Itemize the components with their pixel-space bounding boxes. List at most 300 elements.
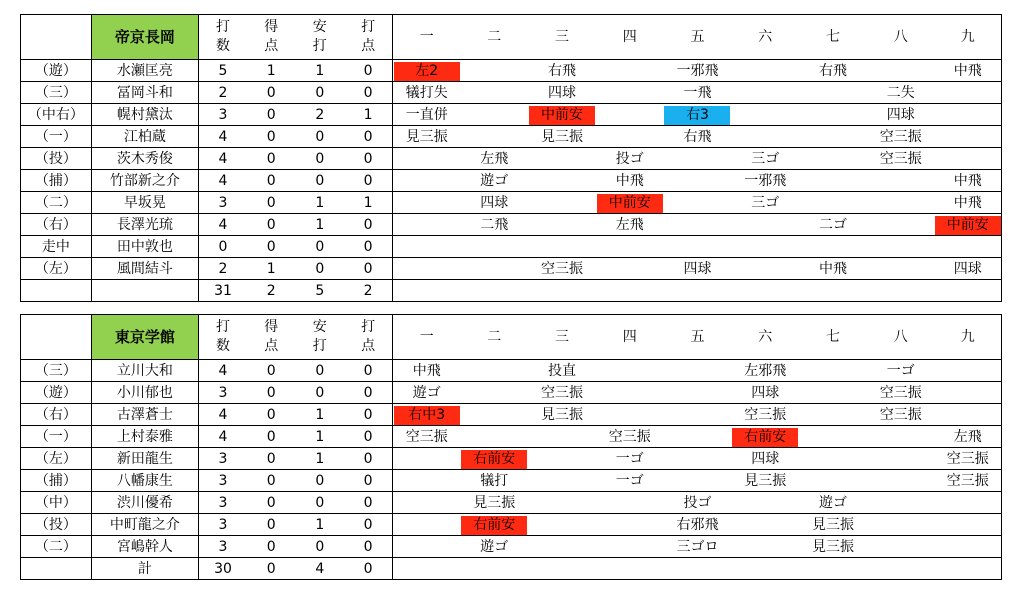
team1-boxscore xyxy=(20,14,1002,302)
inning-result xyxy=(460,192,528,214)
inning-result xyxy=(664,126,732,148)
inning-result xyxy=(528,426,596,448)
header-blank xyxy=(21,15,92,60)
inning-result xyxy=(528,126,596,148)
stat-r: 0 xyxy=(247,448,296,470)
player-row xyxy=(21,426,1002,448)
at-bat-result: 投直 xyxy=(547,362,576,379)
inning-result xyxy=(596,170,664,192)
at-bat-result: 中飛 xyxy=(412,362,441,379)
inning-result xyxy=(393,382,461,404)
inning-result xyxy=(867,148,935,170)
inning-result xyxy=(664,514,732,536)
player-row xyxy=(21,60,1002,82)
at-bat-result: 三ゴロ xyxy=(676,538,719,555)
inning-result xyxy=(393,536,461,558)
inning-result xyxy=(867,126,935,148)
total-rbi: 2 xyxy=(344,280,393,302)
at-bat-result: 見三振 xyxy=(540,128,583,145)
stat-h: 0 xyxy=(296,382,345,404)
hit-result-highlight: 中前安 xyxy=(529,106,595,125)
at-bat-result: 右飛 xyxy=(818,62,847,79)
inning-result xyxy=(867,192,935,214)
inning-result xyxy=(528,104,596,126)
at-bat-result: 三ゴ xyxy=(751,194,780,211)
inning-result xyxy=(528,360,596,382)
player-name: 古澤蒼士 xyxy=(91,404,198,426)
stat-ab: 3 xyxy=(198,192,247,214)
at-bat-result: 空三振 xyxy=(946,450,989,467)
inning-result xyxy=(664,492,732,514)
inning-result xyxy=(596,126,664,148)
inning-result xyxy=(528,170,596,192)
player-position: （投） xyxy=(21,514,92,536)
inning-result xyxy=(799,426,867,448)
hit-result-highlight: 右前安 xyxy=(732,428,798,447)
inning-result xyxy=(393,426,461,448)
inning-result xyxy=(799,236,867,258)
hit-result-highlight: 右3 xyxy=(664,106,730,125)
at-bat-result: 遊ゴ xyxy=(480,172,509,189)
player-name: 茨木秀俊 xyxy=(91,148,198,170)
stat-r: 0 xyxy=(247,192,296,214)
player-position: （右） xyxy=(21,214,92,236)
inning-result xyxy=(867,104,935,126)
inning-result xyxy=(664,360,732,382)
player-name: 水瀬匡亮 xyxy=(91,60,198,82)
at-bat-result: 四球 xyxy=(886,106,915,123)
header-blank xyxy=(21,315,92,360)
inning-result xyxy=(731,514,799,536)
inning-result xyxy=(596,60,664,82)
inning-result xyxy=(731,258,799,280)
stat-h: 0 xyxy=(296,470,345,492)
inning-result xyxy=(664,536,732,558)
inning-result xyxy=(935,104,1002,126)
inning-result xyxy=(731,536,799,558)
player-position: （遊） xyxy=(21,60,92,82)
player-position: （中） xyxy=(21,492,92,514)
inning-result xyxy=(460,492,528,514)
player-row xyxy=(21,382,1002,404)
inning-result xyxy=(664,382,732,404)
stat-header-line2: 打 xyxy=(312,338,327,354)
inning-result xyxy=(393,148,461,170)
stat-h: 2 xyxy=(296,104,345,126)
at-bat-result: 空三振 xyxy=(879,406,922,423)
inning-result xyxy=(460,60,528,82)
at-bat-result: 中飛 xyxy=(818,260,847,277)
player-position: （捕） xyxy=(21,170,92,192)
stat-rbi: 0 xyxy=(344,536,393,558)
stat-ab: 4 xyxy=(198,170,247,192)
stat-r: 0 xyxy=(247,360,296,382)
player-position: （中右） xyxy=(21,104,92,126)
stat-ab: 3 xyxy=(198,514,247,536)
player-position: （遊） xyxy=(21,382,92,404)
stat-rbi: 0 xyxy=(344,60,393,82)
inning-result xyxy=(596,192,664,214)
at-bat-result: 犠打 xyxy=(480,472,509,489)
inning-header: 九 xyxy=(935,15,1002,60)
player-name: 小川郁也 xyxy=(91,382,198,404)
stat-r: 0 xyxy=(247,536,296,558)
total-r: 0 xyxy=(247,558,296,580)
inning-result xyxy=(528,382,596,404)
at-bat-result: 左邪飛 xyxy=(744,362,787,379)
stat-r: 0 xyxy=(247,470,296,492)
stat-r: 0 xyxy=(247,382,296,404)
inning-result xyxy=(393,214,461,236)
stat-rbi: 0 xyxy=(344,360,393,382)
inning-result xyxy=(935,514,1002,536)
player-name: 中町龍之介 xyxy=(91,514,198,536)
inning-result xyxy=(731,492,799,514)
inning-header: 二 xyxy=(460,315,528,360)
at-bat-result: 空三振 xyxy=(405,428,448,445)
stat-header-line1: 打 xyxy=(215,19,230,35)
inning-result xyxy=(731,426,799,448)
at-bat-result: 空三振 xyxy=(540,260,583,277)
inning-result xyxy=(935,82,1002,104)
at-bat-result: 見三振 xyxy=(540,406,583,423)
inning-result xyxy=(799,470,867,492)
inning-result xyxy=(460,148,528,170)
at-bat-result: 遊ゴ xyxy=(818,494,847,511)
stat-r: 0 xyxy=(247,514,296,536)
stat-header-line1: 安 xyxy=(312,319,327,335)
stat-rbi: 1 xyxy=(344,104,393,126)
inning-result xyxy=(460,82,528,104)
total-h: 5 xyxy=(296,280,345,302)
at-bat-result: 四球 xyxy=(751,384,780,401)
player-position: （一） xyxy=(21,126,92,148)
inning-result xyxy=(935,170,1002,192)
inning-result xyxy=(393,170,461,192)
hit-result-highlight: 右前安 xyxy=(461,516,527,535)
inning-result xyxy=(393,82,461,104)
at-bat-result: 右飛 xyxy=(547,62,576,79)
at-bat-result: 中飛 xyxy=(953,194,982,211)
inning-header: 九 xyxy=(935,315,1002,360)
inning-result xyxy=(596,148,664,170)
stat-ab: 3 xyxy=(198,470,247,492)
stat-r: 1 xyxy=(247,60,296,82)
hit-result-highlight: 中前安 xyxy=(935,216,1001,235)
totals-label: 計 xyxy=(91,558,198,580)
inning-result xyxy=(460,170,528,192)
inning-result xyxy=(935,236,1002,258)
at-bat-result: 一飛 xyxy=(683,84,712,101)
at-bat-result: 見三振 xyxy=(744,472,787,489)
inning-result xyxy=(799,448,867,470)
inning-result xyxy=(528,404,596,426)
stat-header xyxy=(198,315,247,360)
player-name: 八幡康生 xyxy=(91,470,198,492)
inning-header: 八 xyxy=(867,315,935,360)
inning-result xyxy=(867,258,935,280)
inning-header: 四 xyxy=(596,315,664,360)
at-bat-result: 右邪飛 xyxy=(676,516,719,533)
inning-result xyxy=(460,214,528,236)
inning-result xyxy=(867,60,935,82)
inning-header: 一 xyxy=(393,315,461,360)
stat-ab: 2 xyxy=(198,258,247,280)
stat-ab: 3 xyxy=(198,536,247,558)
inning-result xyxy=(528,470,596,492)
inning-result xyxy=(596,426,664,448)
stat-r: 1 xyxy=(247,258,296,280)
inning-result xyxy=(460,426,528,448)
inning-result xyxy=(799,404,867,426)
stat-header xyxy=(344,15,393,60)
hit-result-highlight: 右前安 xyxy=(461,450,527,469)
inning-result xyxy=(935,360,1002,382)
player-row xyxy=(21,492,1002,514)
player-row xyxy=(21,514,1002,536)
inning-result xyxy=(867,404,935,426)
totals-blank xyxy=(21,280,92,302)
inning-result xyxy=(731,170,799,192)
stat-rbi: 0 xyxy=(344,214,393,236)
stat-h: 0 xyxy=(296,258,345,280)
at-bat-result: 空三振 xyxy=(744,406,787,423)
player-name: 竹部新之介 xyxy=(91,170,198,192)
at-bat-result: 四球 xyxy=(480,194,509,211)
stat-h: 1 xyxy=(296,404,345,426)
at-bat-result: 二失 xyxy=(886,84,915,101)
inning-result xyxy=(393,258,461,280)
inning-result xyxy=(799,514,867,536)
inning-result xyxy=(596,492,664,514)
player-row xyxy=(21,536,1002,558)
inning-result xyxy=(460,258,528,280)
inning-result xyxy=(460,470,528,492)
player-row xyxy=(21,126,1002,148)
inning-result xyxy=(393,360,461,382)
player-row xyxy=(21,470,1002,492)
player-name: 立川大和 xyxy=(91,360,198,382)
stat-h: 0 xyxy=(296,236,345,258)
player-position: （捕） xyxy=(21,470,92,492)
stat-ab: 4 xyxy=(198,426,247,448)
inning-result xyxy=(528,536,596,558)
player-name: 渋川優希 xyxy=(91,492,198,514)
inning-result xyxy=(596,536,664,558)
player-row xyxy=(21,258,1002,280)
inning-result xyxy=(596,360,664,382)
inning-result xyxy=(731,470,799,492)
at-bat-result: 中飛 xyxy=(953,62,982,79)
inning-result xyxy=(596,470,664,492)
player-row xyxy=(21,170,1002,192)
stat-rbi: 0 xyxy=(344,448,393,470)
at-bat-result: 一ゴ xyxy=(615,450,644,467)
at-bat-result: 空三振 xyxy=(879,150,922,167)
totals-blank xyxy=(21,558,92,580)
hit-result-highlight: 右中3 xyxy=(394,406,460,425)
stat-r: 0 xyxy=(247,426,296,448)
stat-ab: 4 xyxy=(198,404,247,426)
stat-h: 1 xyxy=(296,60,345,82)
inning-result xyxy=(664,104,732,126)
inning-result xyxy=(867,382,935,404)
at-bat-result: 見三振 xyxy=(811,516,854,533)
stat-h: 0 xyxy=(296,148,345,170)
at-bat-result: 四球 xyxy=(953,260,982,277)
stat-ab: 4 xyxy=(198,360,247,382)
inning-result xyxy=(528,514,596,536)
inning-result xyxy=(528,448,596,470)
player-row xyxy=(21,448,1002,470)
total-h: 4 xyxy=(296,558,345,580)
inning-result xyxy=(664,258,732,280)
inning-result xyxy=(799,214,867,236)
inning-result xyxy=(664,426,732,448)
inning-result xyxy=(731,448,799,470)
stat-h: 1 xyxy=(296,514,345,536)
stat-h: 1 xyxy=(296,448,345,470)
inning-header: 二 xyxy=(460,15,528,60)
inning-result xyxy=(799,360,867,382)
inning-result xyxy=(596,82,664,104)
stat-header-line2: 打 xyxy=(312,38,327,54)
player-name: 田中敦也 xyxy=(91,236,198,258)
inning-result xyxy=(596,236,664,258)
stat-rbi: 0 xyxy=(344,382,393,404)
player-row xyxy=(21,214,1002,236)
inning-result xyxy=(867,236,935,258)
at-bat-result: 空三振 xyxy=(540,384,583,401)
inning-result xyxy=(935,126,1002,148)
inning-result xyxy=(731,214,799,236)
total-ab: 31 xyxy=(198,280,247,302)
stat-rbi: 0 xyxy=(344,82,393,104)
stat-h: 0 xyxy=(296,360,345,382)
player-row xyxy=(21,82,1002,104)
player-position: （投） xyxy=(21,148,92,170)
totals-row xyxy=(21,558,1002,580)
inning-result xyxy=(867,492,935,514)
stat-h: 0 xyxy=(296,170,345,192)
at-bat-result: 一邪飛 xyxy=(744,172,787,189)
stat-h: 1 xyxy=(296,192,345,214)
stat-rbi: 0 xyxy=(344,148,393,170)
inning-result xyxy=(799,126,867,148)
at-bat-result: 見三振 xyxy=(811,538,854,555)
inning-result xyxy=(664,448,732,470)
stat-ab: 3 xyxy=(198,382,247,404)
inning-result xyxy=(460,404,528,426)
stat-ab: 4 xyxy=(198,148,247,170)
stat-header xyxy=(296,15,345,60)
stat-h: 0 xyxy=(296,536,345,558)
at-bat-result: 二ゴ xyxy=(818,216,847,233)
inning-result xyxy=(393,236,461,258)
inning-result xyxy=(731,60,799,82)
stat-header xyxy=(198,15,247,60)
inning-result xyxy=(664,214,732,236)
at-bat-result: 左飛 xyxy=(953,428,982,445)
at-bat-result: 左飛 xyxy=(615,216,644,233)
at-bat-result: 一直併 xyxy=(405,106,448,123)
at-bat-result: 空三振 xyxy=(608,428,651,445)
stat-rbi: 0 xyxy=(344,426,393,448)
inning-header: 五 xyxy=(664,315,732,360)
inning-result xyxy=(664,60,732,82)
stat-rbi: 0 xyxy=(344,236,393,258)
inning-result xyxy=(935,192,1002,214)
at-bat-result: 右飛 xyxy=(683,128,712,145)
player-position: （二） xyxy=(21,192,92,214)
inning-header: 八 xyxy=(867,15,935,60)
stat-r: 0 xyxy=(247,126,296,148)
inning-result xyxy=(799,104,867,126)
inning-result xyxy=(664,470,732,492)
player-position: （一） xyxy=(21,426,92,448)
inning-result xyxy=(799,192,867,214)
stat-header-line2: 数 xyxy=(215,338,230,354)
inning-result xyxy=(731,148,799,170)
inning-result xyxy=(935,492,1002,514)
inning-result xyxy=(935,404,1002,426)
inning-result xyxy=(731,126,799,148)
stat-header-line2: 点 xyxy=(264,338,279,354)
inning-result xyxy=(596,404,664,426)
inning-result xyxy=(460,126,528,148)
player-position: （左） xyxy=(21,448,92,470)
inning-header: 一 xyxy=(393,15,461,60)
stat-r: 0 xyxy=(247,492,296,514)
stat-h: 0 xyxy=(296,126,345,148)
stat-r: 0 xyxy=(247,236,296,258)
stat-rbi: 0 xyxy=(344,470,393,492)
player-name: 風間結斗 xyxy=(91,258,198,280)
player-row xyxy=(21,104,1002,126)
stat-r: 0 xyxy=(247,104,296,126)
stat-ab: 5 xyxy=(198,60,247,82)
inning-result xyxy=(664,170,732,192)
at-bat-result: 二飛 xyxy=(480,216,509,233)
stat-r: 0 xyxy=(247,148,296,170)
totals-innings-blank xyxy=(393,558,1002,580)
player-position: （二） xyxy=(21,536,92,558)
total-r: 2 xyxy=(247,280,296,302)
stat-header-line1: 打 xyxy=(361,19,376,35)
at-bat-result: 四球 xyxy=(683,260,712,277)
stat-header-line1: 得 xyxy=(264,19,279,35)
inning-result xyxy=(393,404,461,426)
inning-result xyxy=(867,426,935,448)
at-bat-result: 投ゴ xyxy=(683,494,712,511)
inning-header: 六 xyxy=(731,315,799,360)
player-row xyxy=(21,192,1002,214)
inning-result xyxy=(935,214,1002,236)
inning-header: 三 xyxy=(528,15,596,60)
inning-result xyxy=(664,148,732,170)
inning-result xyxy=(393,126,461,148)
inning-result xyxy=(935,148,1002,170)
at-bat-result: 空三振 xyxy=(946,472,989,489)
inning-result xyxy=(664,236,732,258)
player-name: 江柏蔵 xyxy=(91,126,198,148)
inning-result xyxy=(596,214,664,236)
inning-result xyxy=(731,360,799,382)
stat-rbi: 0 xyxy=(344,170,393,192)
at-bat-result: 三ゴ xyxy=(751,150,780,167)
stat-rbi: 0 xyxy=(344,126,393,148)
inning-result xyxy=(528,82,596,104)
